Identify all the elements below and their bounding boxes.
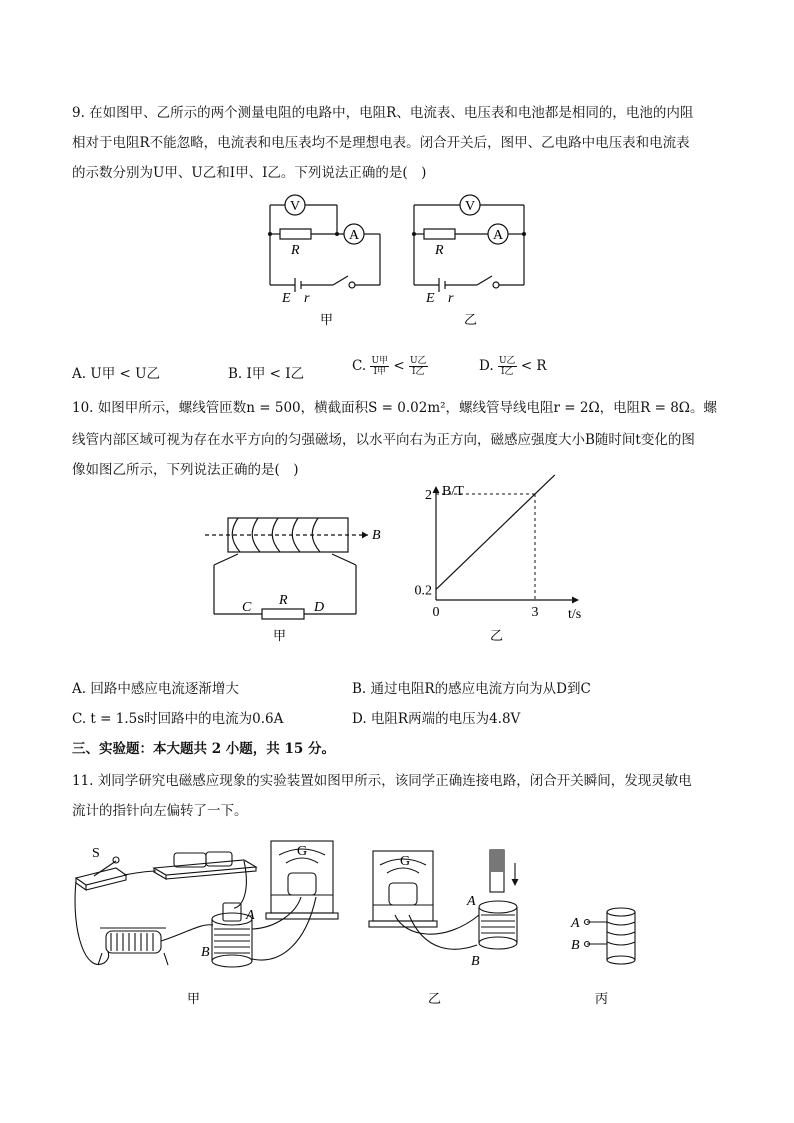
q11-bing-B-label: B	[571, 938, 580, 953]
q10-jia-caption: 甲	[273, 629, 287, 644]
q11-jia-G-label: G	[297, 844, 308, 859]
q10-option-c[interactable]: C. t = 1.5s时回路中的电流为0.6A	[72, 711, 284, 727]
q9-yi-A-label: A	[493, 228, 504, 243]
q10-B-label: B	[372, 528, 381, 543]
q10-solenoid-figure	[200, 510, 390, 645]
q9-line2: 相对于电阻R不能忽略，电流表和电压表均不是理想电表。闭合开关后，图甲、乙电路中电压表和电流表	[72, 135, 690, 151]
q11-down-arrow-icon	[512, 879, 519, 886]
chart-ylabel: B/T	[442, 484, 464, 499]
q9-jia-R-label: R	[291, 243, 300, 258]
q10-R-label: R	[279, 593, 288, 608]
q11-yi-caption: 乙	[428, 992, 442, 1007]
q9-option-c-frac2: $\frac{\text{U乙}}{\text{I乙}}$	[409, 356, 427, 377]
q9-line1: 9. 在如图甲、乙所示的两个测量电阻的电路中，电阻R、电流表、电压表和电池都是相同的，电池的内阻	[72, 105, 694, 121]
q11-line1: 11. 刘同学研究电磁感应现象的实验装置如图甲所示，该同学正确连接电路，闭合开关瞬间，发现灵敏电	[72, 773, 692, 789]
q9-yi-caption: 乙	[464, 313, 478, 328]
q11-bing-A-label: A	[571, 916, 580, 931]
q9-jia-caption: 甲	[320, 313, 334, 328]
q10-option-d[interactable]: D. 电阻R两端的电压为4.8V	[352, 711, 521, 727]
q11-jia-caption: 甲	[187, 992, 201, 1007]
q10-yi-caption: 乙	[490, 629, 504, 644]
q11-yi-A-label: A	[467, 894, 476, 909]
q11-apparatus-bing	[565, 900, 655, 1008]
q11-jia-B-label: B	[201, 945, 210, 960]
q9-option-d[interactable]	[479, 356, 547, 377]
q10-C-label: C	[242, 600, 252, 615]
q9-option-b[interactable]: B. I甲 < I乙	[228, 366, 305, 382]
q9-yi-r-label: r	[448, 291, 454, 306]
q11-S-label: S	[92, 846, 100, 861]
q9-option-c-frac1: $\frac{\text{U甲}}{\text{I甲}}$	[371, 356, 389, 377]
q11-apparatus-yi	[365, 843, 545, 1008]
chart-y-tick-label: 0.2	[414, 583, 432, 599]
chart-xlabel: t/s	[568, 607, 582, 622]
q11-yi-B-label: B	[471, 954, 480, 969]
q9-yi-R-label: R	[435, 243, 444, 258]
q9-jia-E-label: E	[282, 291, 291, 306]
q9-jia-r-label: r	[304, 291, 310, 306]
q9-option-c-lt: <	[393, 358, 409, 374]
q10-option-b[interactable]: B. 通过电阻R的感应电流方向为从D到C	[352, 681, 591, 697]
chart-x-tick-label: 0	[432, 605, 440, 620]
q11-magnet-icon	[490, 850, 504, 872]
q9-option-d-suffix: < R	[520, 358, 547, 374]
chart-y-arrow-icon	[433, 486, 440, 493]
q10-line1: 10. 如图甲所示，螺线管匝数n = 500，横截面积S = 0.02m²，螺线管导线电阻r = 2Ω，电阻R = 8Ω。螺	[72, 400, 717, 416]
q9-option-d-prefix: D.	[479, 358, 494, 374]
q11-jia-A-label: A	[246, 908, 255, 923]
chart-x-tick-label: 3	[531, 605, 539, 620]
chart-y-tick-label: 2	[425, 488, 432, 503]
q9-yi-V-label: V	[465, 199, 476, 214]
q9-line3: 的示数分别为U甲、U乙和I甲、I乙。下列说法正确的是( )	[72, 165, 427, 181]
q11-yi-G-label: G	[400, 854, 411, 869]
q11-bing-caption: 丙	[595, 992, 609, 1007]
q9-jia-V-label: V	[290, 199, 301, 214]
q9-option-c-prefix: C.	[352, 358, 367, 374]
q9-circuit-yi	[402, 192, 532, 330]
q11-apparatus-jia	[66, 833, 346, 1008]
q9-yi-E-label: E	[426, 291, 435, 306]
q11-line2: 流计的指针向左偏转了一下。	[72, 803, 248, 819]
q10-D-label: D	[314, 600, 325, 615]
q10-line2: 线管内部区域可视为存在水平方向的匀强磁场，以水平向右为正方向，磁感应强度大小B随时间t变化的图	[72, 432, 695, 448]
q10-option-a[interactable]: A. 回路中感应电流逐渐增大	[72, 681, 239, 697]
q10-line3: 像如图乙所示，下列说法正确的是( )	[72, 462, 299, 478]
q9-jia-A-label: A	[349, 228, 360, 243]
q10-bt-chart	[405, 480, 605, 645]
q9-option-d-frac: $\frac{\text{U乙}}{\text{I乙}}$	[498, 356, 516, 377]
q9-option-a[interactable]: A. U甲 < U乙	[72, 366, 160, 382]
section3-heading: 三、实验题：本大题共 2 小题，共 15 分。	[72, 741, 335, 757]
q9-option-c[interactable]	[352, 356, 428, 377]
q9-circuit-jia	[258, 192, 388, 330]
chart-x-arrow-icon	[572, 597, 579, 604]
